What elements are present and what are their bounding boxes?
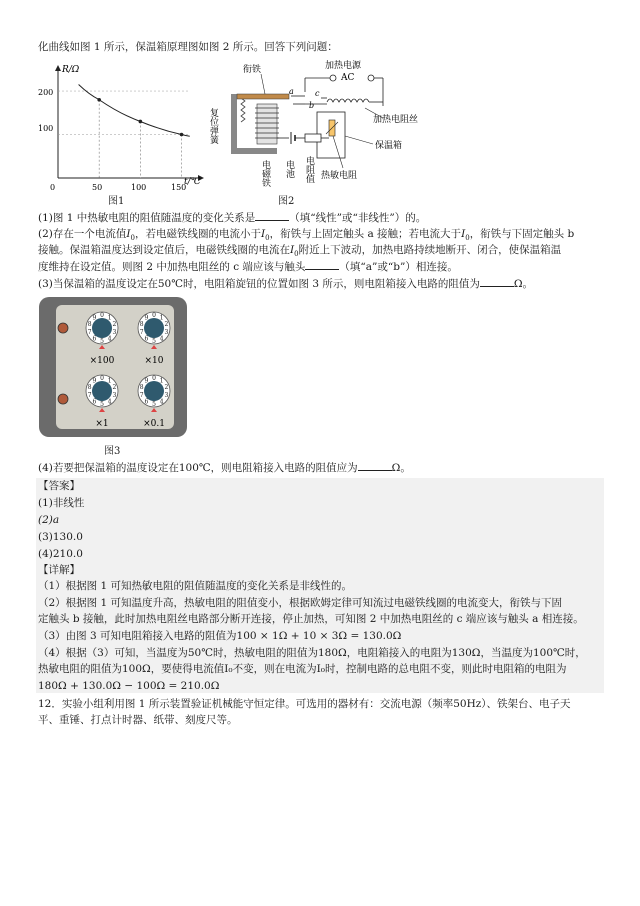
dial-digit: 5 bbox=[100, 338, 104, 345]
dial-digit: 4 bbox=[107, 398, 112, 406]
question-2-line-3: 度维持在设定值。则图 2 中加热电阻丝的 c 端应该与触头 （填“a”或“b”）相连接。 bbox=[38, 261, 458, 273]
answer-blank bbox=[305, 259, 339, 270]
r-t-curve bbox=[79, 85, 190, 137]
dial-digit: 1 bbox=[107, 314, 112, 322]
dial-digit: 9 bbox=[144, 377, 149, 385]
ac-label: AC bbox=[341, 73, 355, 83]
dial-digit: 4 bbox=[107, 335, 112, 343]
dial-digit: 3 bbox=[112, 329, 117, 337]
y-tick-label: 200 bbox=[38, 88, 54, 97]
question-12-line-2: 平、重锤、打点计时器、纸带、刻度尺等。 bbox=[38, 714, 238, 726]
dial-digit: 7 bbox=[87, 329, 92, 337]
dial-digit: 1 bbox=[159, 377, 164, 385]
detail-4-line-3: 180Ω + 130.0Ω − 100Ω = 210.0Ω bbox=[38, 680, 220, 692]
figure-3-resistance-box bbox=[38, 296, 188, 438]
answer-blank bbox=[255, 210, 289, 221]
detail-3: （3）由图 3 可知电阻箱接入电路的阻值为100 × 1Ω + 10 × 3Ω = 130.0Ω bbox=[38, 630, 402, 642]
dial-digit: 9 bbox=[144, 314, 149, 322]
dial-digit: 1 bbox=[159, 314, 164, 322]
data-point bbox=[180, 133, 184, 137]
armature-label: 衔铁 bbox=[243, 65, 262, 75]
multiplier-label: ×10 bbox=[144, 356, 164, 366]
terminal-icon bbox=[58, 323, 68, 333]
x-tick-label: 100 bbox=[131, 183, 147, 192]
heater-coil bbox=[327, 99, 369, 102]
dial-digit: 9 bbox=[92, 314, 97, 322]
heater-label: 加热电阻丝 bbox=[373, 115, 419, 125]
figure-1-chart bbox=[38, 58, 218, 208]
multiplier-label: ×0.1 bbox=[143, 419, 165, 429]
reset-spring bbox=[241, 98, 245, 122]
dial-digit: 7 bbox=[87, 392, 92, 400]
dial-digit: 2 bbox=[164, 320, 169, 328]
thermistor-label: 热敏电阻 bbox=[321, 171, 358, 181]
box-label: 保温箱 bbox=[375, 141, 403, 151]
dial-digit: 7 bbox=[139, 329, 144, 337]
question-1: (1)图 1 中热敏电阻的阻值随温度的变化关系是 （填“线性”或“非线性”）的。 bbox=[38, 212, 427, 224]
dial-digit: 0 bbox=[100, 375, 104, 382]
answer-4: (4)210.0 bbox=[38, 548, 83, 560]
detail-header: 【详解】 bbox=[38, 564, 80, 576]
answer-2: (2)a bbox=[38, 514, 60, 526]
answer-1: (1)非线性 bbox=[38, 497, 85, 509]
figure-1-caption: 图1 bbox=[108, 196, 125, 207]
dial-digit: 5 bbox=[100, 401, 104, 408]
dial-digit: 3 bbox=[112, 392, 117, 400]
detail-1: （1）根据图 1 可知热敏电阻的阻值随温度的变化关系是非线性的。 bbox=[38, 580, 353, 592]
dial-digit: 6 bbox=[144, 335, 149, 343]
data-point bbox=[97, 98, 101, 102]
dial-digit: 2 bbox=[164, 383, 169, 391]
dial-digit: 0 bbox=[152, 312, 156, 319]
resistor-box bbox=[305, 134, 321, 142]
dial-digit: 2 bbox=[112, 383, 117, 391]
detail-2-line-1: （2）根据图 1 可知温度升高，热敏电阻的阻值变小，根据欧姆定律可知流过电磁铁线圈的电流变大，衔铁与下固 bbox=[38, 597, 563, 609]
dial-digit: 8 bbox=[87, 320, 92, 328]
detail-4-line-2: 热敏电阻的阻值为100Ω，要使得电流值I₀不变，则在电流为I₀时，控制电路的总电阻不变，则此时电阻箱的电阻为 bbox=[38, 663, 567, 675]
figure-2-circuit bbox=[205, 56, 440, 206]
dial-digit: 0 bbox=[152, 375, 156, 382]
dial-digit: 9 bbox=[92, 377, 97, 385]
dial-digit: 8 bbox=[87, 383, 92, 391]
intro-text: 化曲线如图 1 所示，保温箱原理图如图 2 所示。回答下列问题： bbox=[38, 41, 338, 53]
power-label: 加热电源 bbox=[325, 61, 362, 71]
dial-digit: 6 bbox=[92, 335, 97, 343]
question-4: (4)若要把保温箱的温度设定在100℃，则电阻箱接入电路的阻值应为 Ω。 bbox=[38, 462, 411, 474]
x-tick-label: 50 bbox=[92, 183, 103, 192]
dial-digit: 6 bbox=[144, 398, 149, 406]
dial-digit: 8 bbox=[139, 383, 144, 391]
figure-2-caption: 图2 bbox=[278, 196, 295, 207]
answer-blank bbox=[480, 276, 514, 287]
y-tick-label: 100 bbox=[38, 124, 54, 133]
answer-3: (3)130.0 bbox=[38, 531, 83, 543]
dial-digit: 3 bbox=[164, 329, 169, 337]
figure-3-caption: 图3 bbox=[104, 446, 121, 457]
answer-header: 【答案】 bbox=[38, 480, 80, 492]
ac-source-icon bbox=[330, 75, 336, 81]
dial-digit: 7 bbox=[139, 392, 144, 400]
answer-blank bbox=[358, 460, 392, 471]
multiplier-label: ×100 bbox=[89, 356, 115, 366]
origin-label: 0 bbox=[50, 183, 56, 192]
resistor-box-label: 电阻值 bbox=[304, 156, 314, 183]
question-12-line-1: 12．实验小组利用图 1 所示装置验证机械能守恒定律。可选用的器材有：交流电源（频率50Hz）、铁架台、电子天 bbox=[38, 698, 571, 710]
battery-label: 电池 bbox=[284, 160, 294, 178]
dial-digit: 5 bbox=[152, 401, 156, 408]
question-2-line-1: (2)存在一个电流值$I_0$，若电磁铁线圈的电流小于$I_0$，衔铁与上固定触头 a 接触；若电流大于$I_0$，衔铁与下固定触头 b bbox=[38, 228, 575, 243]
electromagnet-label: 电磁铁 bbox=[260, 160, 270, 187]
question-3: (3)当保温箱的温度设定在50℃时，电阻箱旋钮的位置如图 3 所示，则电阻箱接入电路的阻值为 Ω。 bbox=[38, 278, 534, 290]
x-axis-label: t/℃ bbox=[184, 177, 201, 187]
dial-digit: 3 bbox=[164, 392, 169, 400]
dial-digit: 2 bbox=[112, 320, 117, 328]
dial-digit: 0 bbox=[100, 312, 104, 319]
dial-digit: 5 bbox=[152, 338, 156, 345]
multiplier-label: ×1 bbox=[95, 419, 109, 429]
question-2-line-2: 接触。保温箱温度达到设定值后，电磁铁线圈的电流在$I_0$附近上下波动，加热电路持续地断开、闭合，使保温箱温 bbox=[38, 244, 562, 259]
dial-digit: 1 bbox=[107, 377, 112, 385]
contact-a-label: a bbox=[289, 87, 294, 96]
terminal-icon bbox=[58, 394, 68, 404]
contact-b-label: b bbox=[309, 101, 315, 110]
detail-4-line-1: （4）根据（3）可知，当温度为50℃时，热敏电阻的阻值为180Ω，电阻箱接入的电阻为130Ω，当温度为100℃时， bbox=[38, 647, 586, 659]
y-axis-label: R/Ω bbox=[62, 65, 80, 75]
spring-label: 复位弹簧 bbox=[208, 108, 218, 144]
data-point bbox=[139, 120, 143, 124]
dial-digit: 8 bbox=[139, 320, 144, 328]
terminal-c-label: c bbox=[315, 89, 320, 98]
dial-digit: 6 bbox=[92, 398, 97, 406]
dial-digit: 4 bbox=[159, 398, 164, 406]
armature bbox=[237, 94, 289, 99]
x-tick-label: 150 bbox=[171, 183, 187, 192]
dial-digit: 4 bbox=[159, 335, 164, 343]
detail-2-line-2: 定触头 b 接触，此时加热电阻丝电路部分断开连接，停止加热，可知图 2 中加热电阻丝的 c 端应该与触头 a 相连接。 bbox=[38, 613, 584, 625]
